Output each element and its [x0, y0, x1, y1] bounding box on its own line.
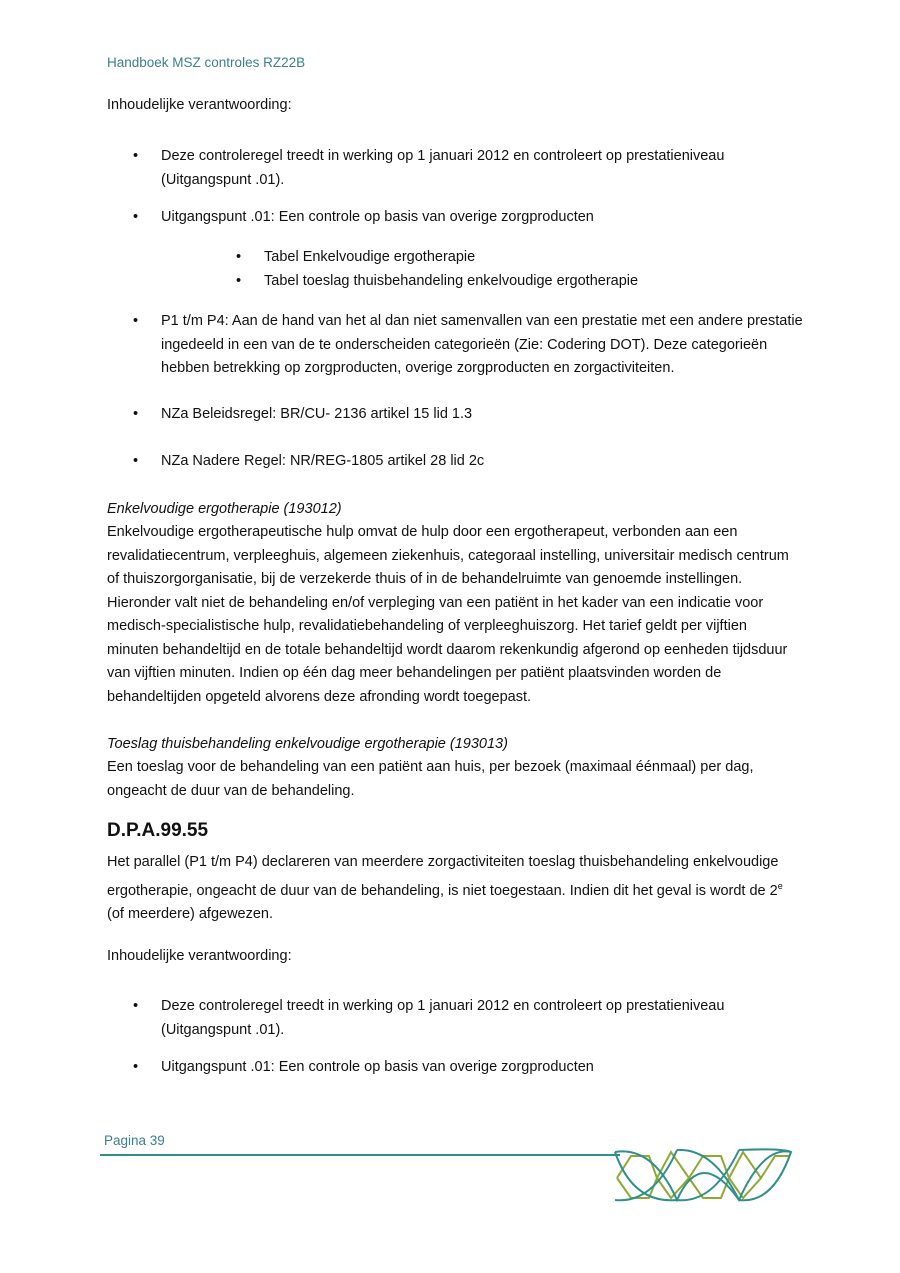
bullet-icon: •: [236, 273, 242, 289]
running-header: Handboek MSZ controles RZ22B: [107, 55, 306, 70]
definition-title: Enkelvoudige ergotherapie (193012): [107, 501, 342, 517]
bullet-icon: •: [133, 998, 139, 1014]
bullet-icon: •: [133, 148, 139, 164]
definition-title: Toeslag thuisbehandeling enkelvoudige ergotherapie (193013): [107, 736, 508, 752]
section2-body: Het parallel (P1 t/m P4) declareren van meerdere zorgactiviteiten toeslag thuisbehandeling enkelvoudige ergotherapie, ongeacht de duur van de behandeling, is niet toegestaan. Indien dit het geval is wordt de 2e (of meerdere) afgewezen.: [107, 854, 783, 922]
bullet-icon: •: [133, 453, 139, 469]
definition-body: Enkelvoudige ergotherapeutische hulp omvat de hulp door een ergotherapeut, verbonden aan een revalidatiecentrum, verpleeghuis, algemeen ziekenhuis, categoraal instelling, universitair medisch centrum of thuiszorgorganisatie, bij de verzekerde thuis of in de behandelruimte van genoemde instellingen. Hieronder valt niet de behandeling en/of verpleging van een patiënt in het kader van een indicatie voor medisch-specialistische hulp, revalidatiebehandeling of verpleeghuiszorg. Het tarief geldt per vijftien minuten behandeltijd en de totale behandeltijd wordt daarom rekenkundig afgerond op eenheden tijdsduur van vijftien minuten. Indien op één dag meer behandelingen per patiënt plaatsvinden worden de behandeltijden opgeteld alvorens deze afronding wordt toegepast.: [107, 524, 789, 705]
section1-intro: Inhoudelijke verantwoording:: [107, 97, 292, 113]
section2-intro: Inhoudelijke verantwoording:: [107, 948, 292, 964]
bullet-icon: •: [133, 1059, 139, 1075]
bullet-icon: •: [236, 249, 242, 265]
bullet-icon: •: [133, 313, 139, 329]
bullet-icon: •: [133, 406, 139, 422]
page-number: Pagina 39: [104, 1133, 165, 1148]
bullet-icon: •: [133, 209, 139, 225]
decorative-logo-icon: [613, 1148, 793, 1204]
footer-divider: [100, 1154, 620, 1156]
document-page: Handboek MSZ controles RZ22B Inhoudelijke verantwoording: • Deze controleregel treedt in werking op 1 januari 2012 en controleert op prestatieniveau (Uitgangspunt .01). • Uitgangspunt .01: Een controle op basis van overige zorgproducten • Tabel Enkelvoudige ergotherapie • Tabel toeslag thuisbehandeling enkelvoudige ergotherapie • P1 t/m P4: Aan de hand van het al dan niet samenvallen van een prestatie met een andere prestatie ingedeeld in een van de te onderscheiden categorieën (Zie: Codering DOT). Deze categorieën hebben betrekking op zorgproducten, overige zorgproducten en zorgactiviteiten. • NZa Beleidsregel: BR/CU- 2136 artikel 15 lid 1.3 • NZa Nadere Regel: NR/REG-1805 artikel 28 lid 2c Enkelvoudige ergotherapie (193012) Enkelvoudige ergotherapeutische hulp omvat de hulp door een ergotherapeut, verbonden aan een revalidatiecentrum, verpleeghuis, algemeen ziekenhuis, categoraal instelling, universitair medisch centrum of thuiszorgorganisatie, bij de verzekerde thuis of in de behandelruimte van genoemde instellingen. Hieronder valt niet de behandeling en/of verpleging van een patiënt in het kader van een indicatie voor medisch-specialistische hulp, revalidatiebehandeling of verpleeghuiszorg. Het tarief geldt per vijftien minuten behandeltijd en de totale behandeltijd wordt daarom rekenkundig afgerond op eenheden tijdsduur van vijftien minuten. Indien op één dag meer behandelingen per patiënt plaatsvinden worden de behandeltijden opgeteld alvorens deze afronding wordt toegepast. Toeslag thuisbehandeling enkelvoudige ergotherapie (193013) Een toeslag voor de behandeling van een patiënt aan huis, per bezoek (maximaal éénmaal) per dag, ongeacht de duur van de behandeling. D.P.A.99.55 Het parallel (P1 t/m P4) declareren van meerdere zorgactiviteiten toeslag thuisbehandeling enkelvoudige ergotherapie, ongeacht de duur van de behandeling, is niet toegestaan. Indien dit het geval is wordt de 2e (of meerdere) afgewezen. Inhoudelijke verantwoording: • Deze controleregel treedt in werking op 1 januari 2012 en controleert op prestatieniveau (Uitgangspunt .01). • Uitgangspunt .01: Een controle op basis van overige zorgproducten Pagina 39: [0, 0, 900, 1273]
section-heading: D.P.A.99.55: [107, 820, 209, 841]
definition-body: Een toeslag voor de behandeling van een patiënt aan huis, per bezoek (maximaal éénmaal) per dag, ongeacht de duur van de behandeling.: [107, 759, 754, 799]
